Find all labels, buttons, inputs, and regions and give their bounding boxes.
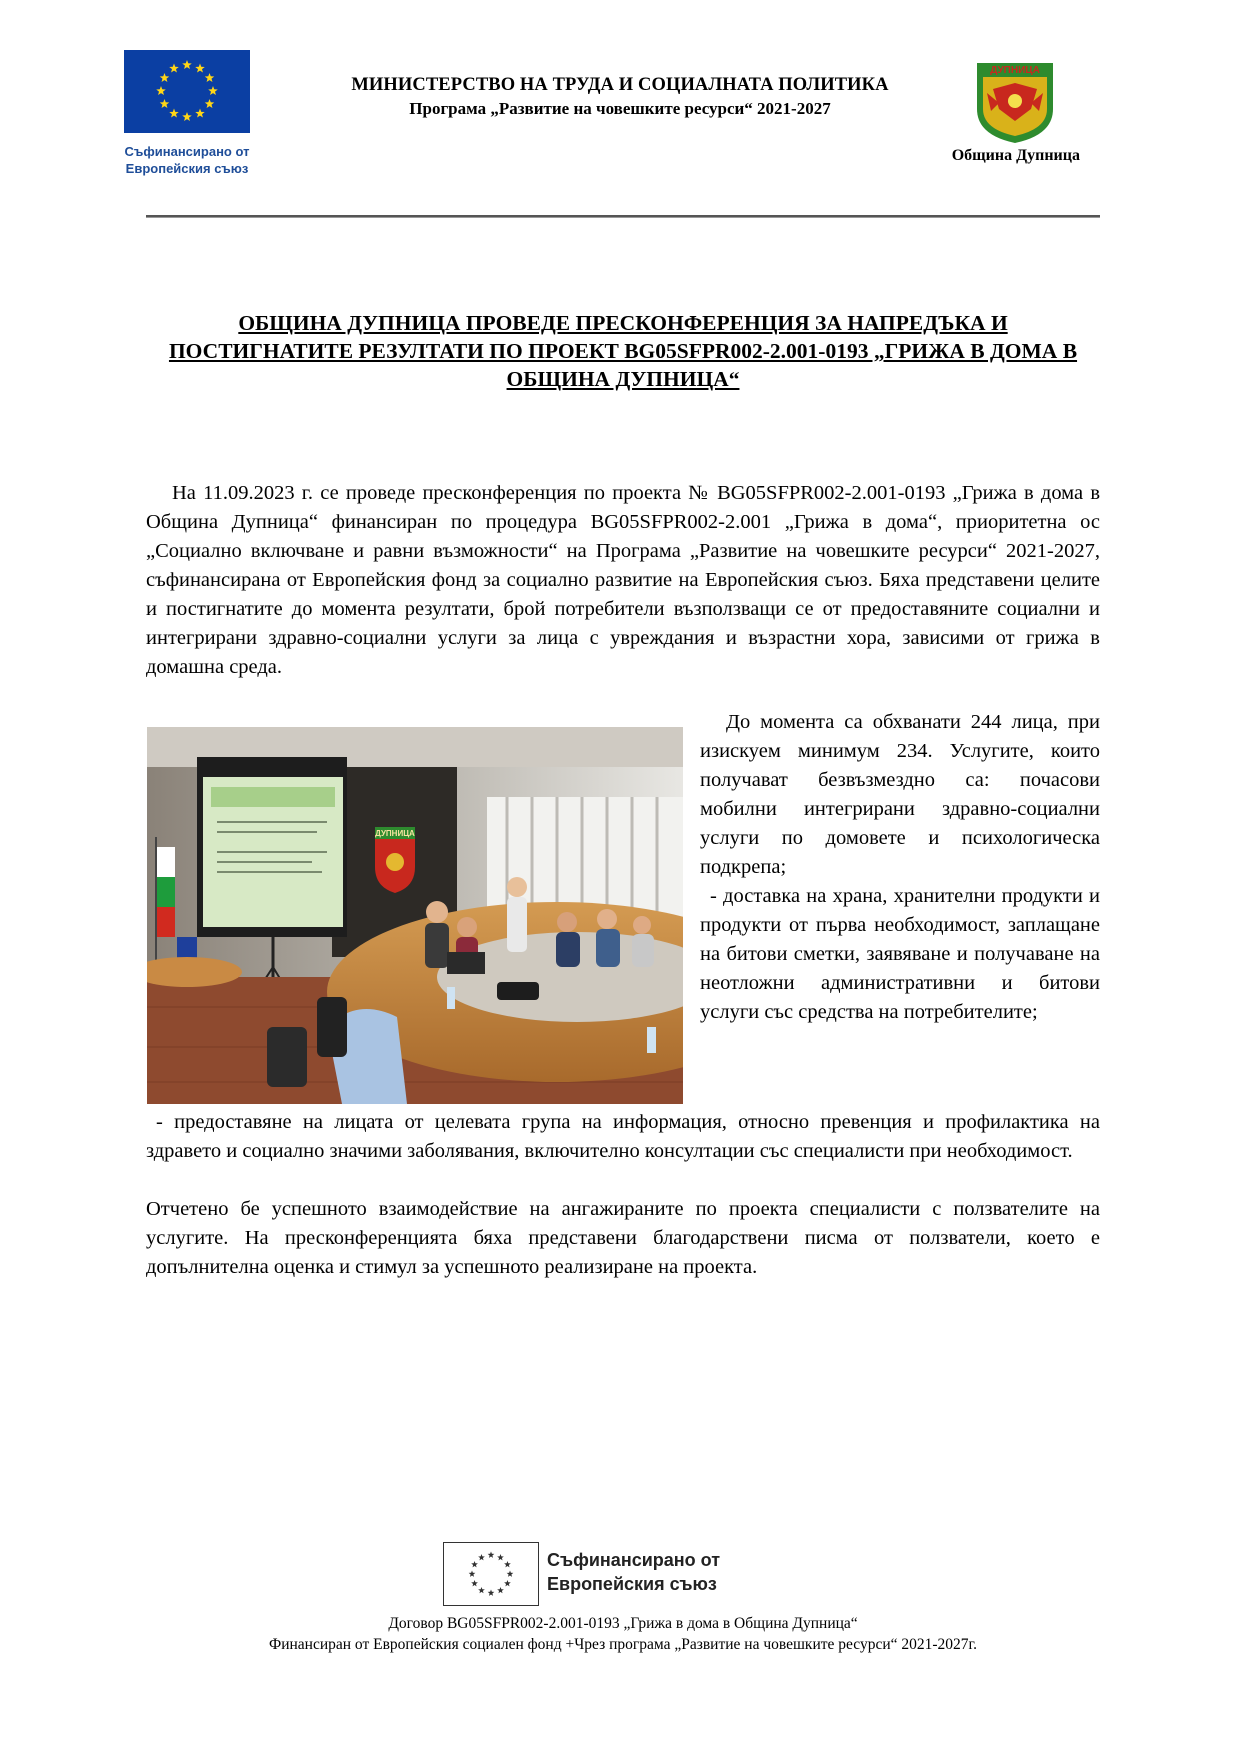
- footer-eu-logo: [443, 1542, 803, 1608]
- ministry-heading: [290, 75, 950, 119]
- eu-star-icon: [471, 1580, 478, 1586]
- footer-eu-flag-icon: [443, 1542, 539, 1606]
- paragraph-intro: На 11.09.2023 г. се проведе пресконференция по проекта № BG05SFPR002-2.001-0193 „Грижа в дома в Община Дупница“ финансиран по процедура BG05SFPR002-2.001 „Грижа в дома“, приоритетна ос „Социално включване и равни възможности“ на Програма „Развитие на човешките ресурси“ 2021-2027, съфинансирана от Европейския фонд за социално развитие на Европейския съюз. Бяха представени целите и постигнатите до момента резултати, брой потребители възползващи се от предоставяните социални и интегрирани здравно-социални услуги за лица с увреждания и възрастни хора, зависими от грижа в домашна среда.: [146, 482, 1100, 678]
- eu-star-icon: [160, 99, 170, 108]
- eu-star-icon: [478, 1554, 485, 1560]
- paragraph-services: - доставка на храна, хранителни продукти и продукти от първа необходимост, заплащане на битови сметки, заявяване и получаване на неотложни административни и битови услуги със средства на потребителите;: [700, 885, 1100, 1023]
- paragraph-conclusion: Отчетено бе успешното взаимодействие на ангажираните по проекта специалисти с ползвателите на услугите. На пресконференцията бяха представени благодарствени писма от ползватели, което е допълнителна оценка и стимул за успешното реализиране на проекта.: [146, 1198, 1100, 1278]
- eu-star-icon: [205, 73, 215, 82]
- eu-star-icon: [160, 73, 170, 82]
- eu-caption-line1: Съфинансирано от: [124, 144, 250, 159]
- eu-caption-line2: Европейския съюз: [125, 161, 249, 176]
- dupnitsa-crest-icon: [973, 59, 1057, 145]
- ministry-line: МИНИСТЕРСТВО НА ТРУДА И СОЦИАЛНАТА ПОЛИТИКА: [351, 75, 889, 95]
- press-conference-photo: [147, 727, 683, 1104]
- eu-star-icon: [169, 109, 179, 118]
- eu-star-icon: [507, 1571, 514, 1577]
- municipality-name: Община Дупница: [951, 147, 1080, 164]
- photo-crest-label: ДУПНИЦА: [375, 829, 415, 838]
- eu-star-icon: [488, 1590, 495, 1596]
- eu-caption: [112, 143, 262, 177]
- eu-star-icon: [504, 1580, 511, 1586]
- eu-star-icon: [469, 1571, 476, 1577]
- eu-star-icon: [471, 1561, 478, 1567]
- header-divider: [146, 215, 1100, 218]
- footer-eu-caption: [547, 1548, 720, 1596]
- crest-label: ДУПНИЦА: [990, 65, 1040, 76]
- eu-star-icon: [195, 63, 205, 72]
- eu-star-icon: [478, 1587, 485, 1593]
- paragraph-participants: До момента са обхванати 244 лица, при изискуем минимум 234. Услугите, които получават безвъзмездно са: почасови мобилни интегрирани здравно-социални услуги по домовете и психологическа подкрепа;: [700, 711, 1100, 878]
- eu-star-icon: [205, 99, 215, 108]
- eu-star-icon: [504, 1561, 511, 1567]
- eu-flag-icon: [124, 50, 250, 133]
- eu-star-icon: [208, 86, 218, 95]
- eu-star-icon: [488, 1552, 495, 1558]
- footer-contract-line: Договор BG05SFPR002-2.001-0193 „Грижа в дома в Община Дупница“: [388, 1615, 858, 1632]
- side-column: [700, 708, 1100, 1027]
- article-title: ОБЩИНА ДУПНИЦА ПРОВЕДЕ ПРЕСКОНФЕРЕНЦИЯ ЗА НАПРЕДЪКА И ПОСТИГНАТИТЕ РЕЗУЛТАТИ ПО ПРОЕКТ BG05SFPR002-2.001-0193 „ГРИЖА В ДОМА В ОБЩИНА ДУПНИЦА“: [168, 311, 1078, 391]
- paragraph-information: - предоставяне на лицата от целевата група на информация, относно превенция и профилактика на здравето и социално значими заболявания, включително консултации със специалисти при необходимост.: [146, 1111, 1100, 1162]
- eu-star-icon: [156, 86, 166, 95]
- footer-eu-caption-line2: Европейския съюз: [547, 1574, 717, 1594]
- footer-eu-caption-line1: Съфинансирано от: [547, 1550, 721, 1570]
- footer-funding-line: Финансиран от Европейския социален фонд +Чрез програма „Развитие на човешките ресурси“ 2021-2027г.: [268, 1636, 978, 1653]
- eu-star-icon: [195, 109, 205, 118]
- eu-star-icon: [169, 63, 179, 72]
- eu-star-icon: [182, 60, 192, 69]
- eu-cofunded-logo: [112, 50, 262, 177]
- footer-text: [146, 1613, 1100, 1655]
- program-line: Програма „Развитие на човешките ресурси“ 2021-2027: [409, 99, 831, 118]
- eu-star-icon: [182, 112, 192, 121]
- eu-star-icon: [497, 1587, 504, 1593]
- eu-star-icon: [497, 1554, 504, 1560]
